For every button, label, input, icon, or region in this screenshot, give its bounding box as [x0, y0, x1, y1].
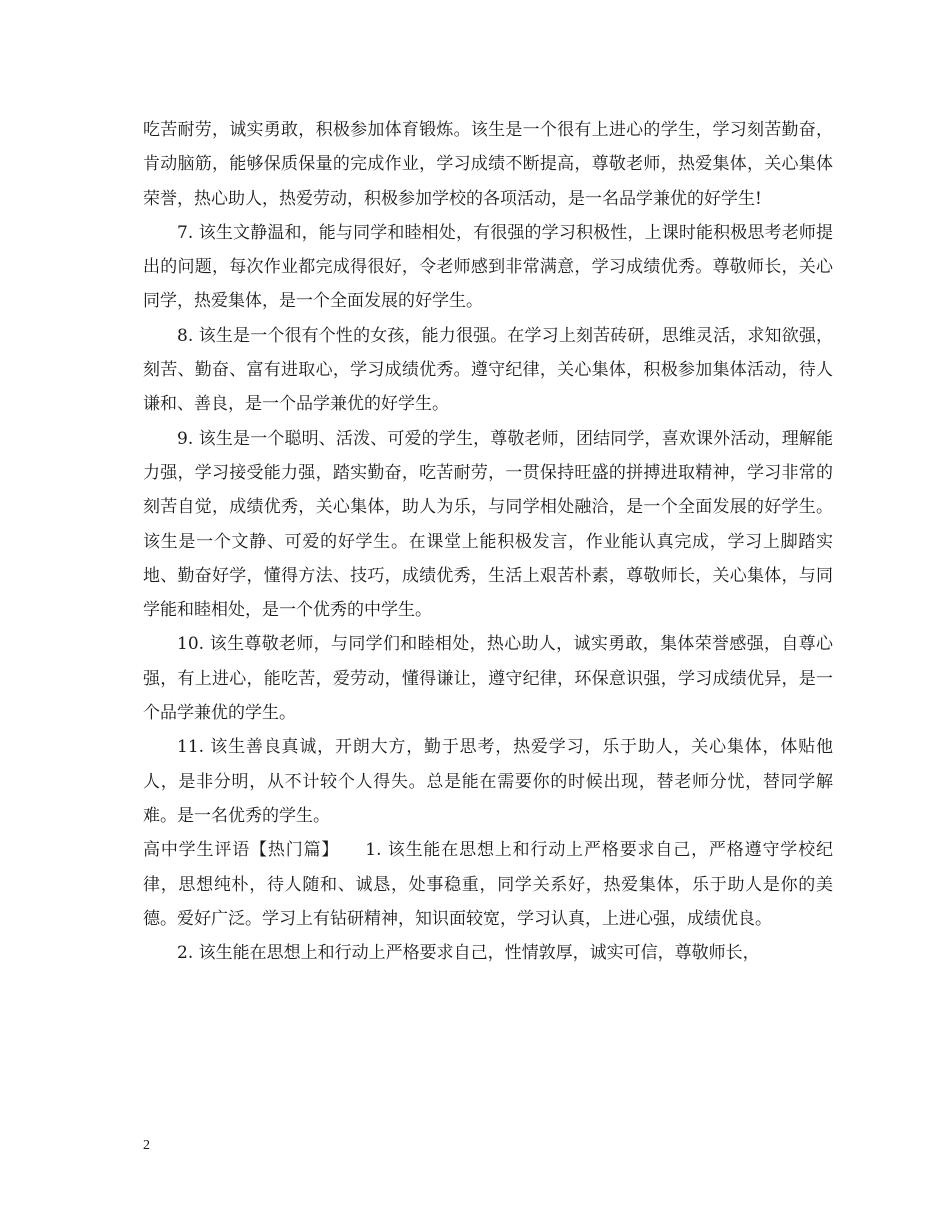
page-number: 2	[143, 1138, 150, 1153]
document-body	[143, 113, 833, 970]
section-paragraph	[143, 833, 833, 936]
paragraph-item-2: 2. 该生能在思想上和行动上严格要求自己，性情敦厚，诚实可信，尊敬师长，	[177, 943, 760, 964]
paragraph-item-9: 9. 该生是一个聪明、活泼、可爱的学生，尊敬老师，团结同学，喜欢课外活动，理解能力强，学习接受能力强，踏实勤奋，吃苦耐劳，一贯保持旺盛的拼搏进取精神，学习非常的刻苦自觉，成绩优秀，关心集体，助人为乐，与同学相处融洽，是一个全面发展的好学生。该生是一个文静、可爱的好学生。在课堂上能积极发言，作业能认真完成，学习上脚踏实地、勤奋好学，懂得方法、技巧，成绩优秀，生活上艰苦朴素，尊敬师长，关心集体，与同学能和睦相处，是一个优秀的中学生。	[143, 428, 833, 621]
paragraph-item-7: 7. 该生文静温和，能与同学和睦相处，有很强的学习积极性，上课时能积极思考老师提出的问题，每次作业都完成得很好，令老师感到非常满意，学习成绩优秀。尊敬师长，关心同学，热爱集体，是一个全面发展的好学生。	[143, 222, 833, 312]
paragraph-item-10: 10. 该生尊敬老师，与同学们和睦相处，热心助人，诚实勇敢，集体荣誉感强，自尊心强，有上进心，能吃苦，爱劳动，懂得谦让，遵守纪律，环保意识强，学习成绩优异，是一个品学兼优的学生。	[143, 634, 833, 724]
section-heading: 高中学生评语【热门篇】	[143, 840, 340, 861]
paragraph-item-11: 11. 该生善良真诚，开朗大方，勤于思考，热爱学习，乐于助人，关心集体，体贴他人，是非分明，从不计较个人得失。总是能在需要你的时候出现，替老师分忧，替同学解难。是一名优秀的学生。	[143, 737, 833, 826]
section-first-item: 1. 该生能在思想上和行动上严格要求自己，严格遵守学校纪律，思想纯朴，待人随和、诚恳，处事稳重，同学关系好，热爱集体，乐于助人是你的美德。爱好广泛。学习上有钻研精神，知识面较宽，学习认真，上进心强，成绩优良。	[143, 840, 833, 929]
paragraph-continuation: 吃苦耐劳，诚实勇敢，积极参加体育锻炼。该生是一个很有上进心的学生，学习刻苦勤奋，肯动脑筋，能够保质保量的完成作业，学习成绩不断提高，尊敬老师，热爱集体，关心集体荣誉，热心助人，热爱劳动，积极参加学校的各项活动，是一名品学兼优的好学生!	[143, 120, 833, 209]
paragraph-item-8: 8. 该生是一个很有个性的女孩，能力很强。在学习上刻苦砖研，思维灵活，求知欲强，刻苦、勤奋、富有进取心，学习成绩优秀。遵守纪律，关心集体，积极参加集体活动，待人谦和、善良，是一个品学兼优的好学生。	[143, 325, 833, 415]
